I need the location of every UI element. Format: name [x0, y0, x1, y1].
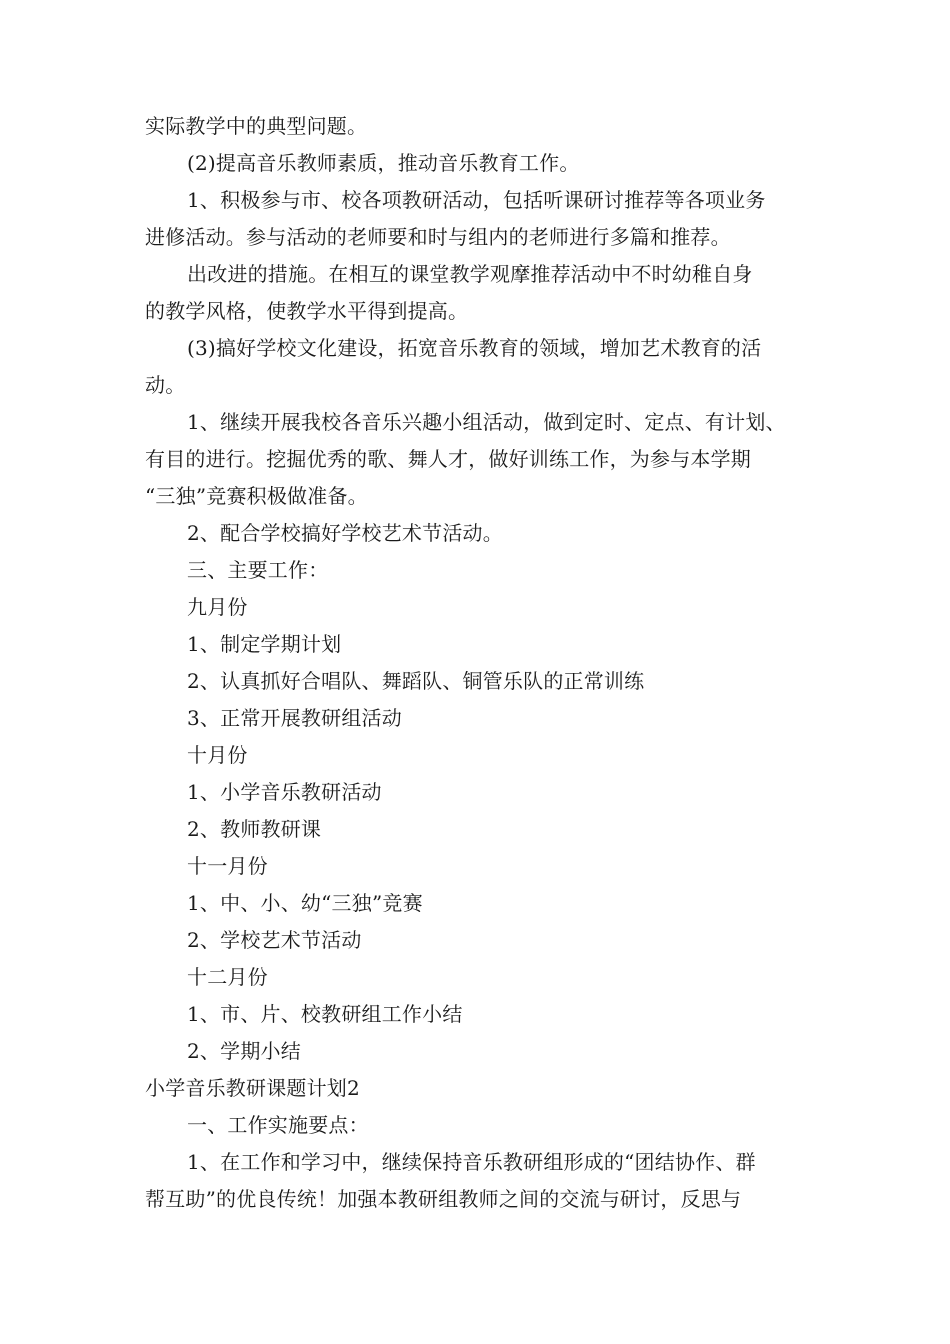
text-line: 出改进的措施。在相互的课堂教学观摩推荐活动中不时幼稚自身	[187, 262, 753, 286]
text-line: 的教学风格，使教学水平得到提高。	[145, 299, 469, 323]
document-title: 小学音乐教研课题计划2	[145, 1076, 360, 1100]
text-line: (3)搞好学校文化建设，拓宽音乐教育的领域，增加艺术教育的活	[187, 336, 762, 360]
list-item: 2、认真抓好合唱队、舞蹈队、铜管乐队的正常训练	[187, 669, 645, 693]
document-page	[145, 108, 835, 1218]
list-item: 2、教师教研课	[187, 817, 322, 841]
section-heading: 三、主要工作：	[187, 558, 329, 582]
list-item: 1、小学音乐教研活动	[187, 780, 382, 804]
text-line: (2)提高音乐教师素质，推动音乐教育工作。	[187, 151, 580, 175]
list-item: 2、学期小结	[187, 1039, 301, 1063]
list-item: 3、正常开展教研组活动	[187, 706, 402, 730]
section-heading: 一、工作实施要点：	[187, 1113, 369, 1137]
text-line: 有目的进行。挖掘优秀的歌、舞人才，做好训练工作，为参与本学期	[145, 447, 751, 471]
text-line: “三独”竞赛积极做准备。	[145, 484, 368, 508]
text-line: 实际教学中的典型问题。	[145, 114, 368, 138]
text-line: 进修活动。参与活动的老师要和时与组内的老师进行多篇和推荐。	[145, 225, 731, 249]
text-line: 帮互助”的优良传统！加强本教研组教师之间的交流与研讨，反思与	[145, 1187, 742, 1211]
list-item: 1、市、片、校教研组工作小结	[187, 1002, 463, 1026]
list-item: 1、制定学期计划	[187, 632, 342, 656]
text-line: 2、配合学校搞好学校艺术节活动。	[187, 521, 503, 545]
month-heading: 十月份	[187, 743, 248, 767]
text-line: 1、积极参与市、校各项教研活动，包括听课研讨推荐等各项业务	[187, 188, 766, 212]
text-line: 动。	[145, 373, 186, 397]
month-heading: 十一月份	[187, 854, 268, 878]
text-line: 1、在工作和学习中，继续保持音乐教研组形成的“团结协作、群	[187, 1150, 756, 1174]
month-heading: 九月份	[187, 595, 248, 619]
list-item: 2、学校艺术节活动	[187, 928, 362, 952]
list-item: 1、中、小、幼“三独”竞赛	[187, 891, 423, 915]
month-heading: 十二月份	[187, 965, 268, 989]
text-line: 1、继续开展我校各音乐兴趣小组活动，做到定时、定点、有计划、	[187, 410, 786, 434]
